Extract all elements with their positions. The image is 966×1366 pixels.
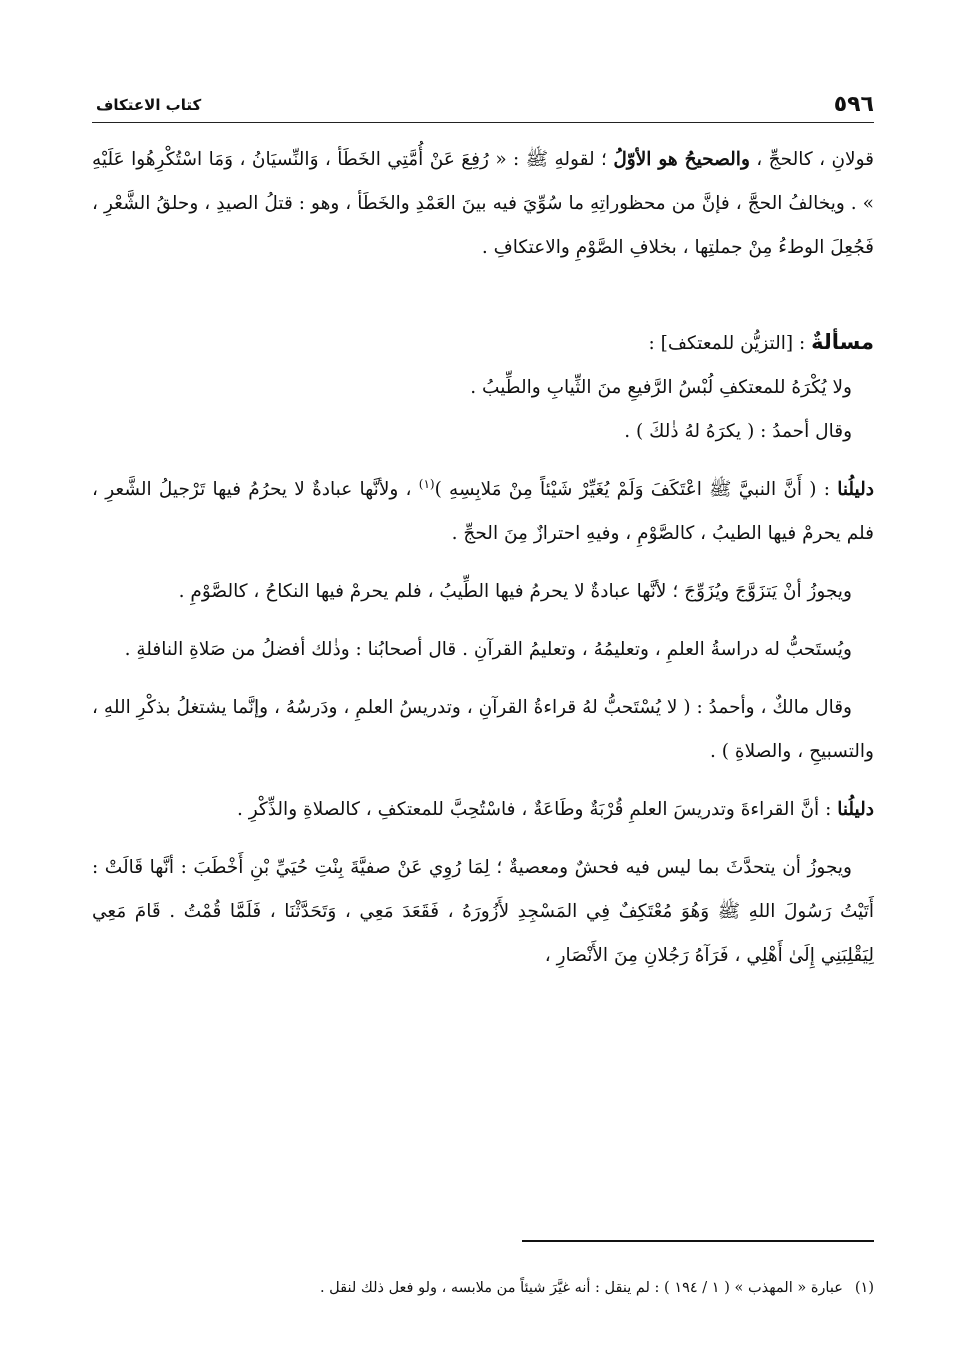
preferred-opinion-phrase: والصحيحُ هو الأوّلُ <box>613 149 750 170</box>
evidence-label: دليلُنا <box>837 479 875 500</box>
paragraph-8-text: : أنَّ القراءةَ وتدريسَ العلمِ قُرْبَةٌ وطَاعَةٌ ، فاسْتُحِبَّ للمعتكفِ ، كالصلاةِ والذِّكْرِ . <box>236 799 838 820</box>
paragraph-5: ويجوزُ أنْ يَتزَوَّجَ ويُزَوِّجَ ؛ لأنَّها عبادةٌ لا يحرمُ فيها الطِّيبُ ، فلم يحرمْ فيها النكاحُ ، كالصَّوْمِ . <box>178 581 852 602</box>
page-header <box>92 92 874 123</box>
running-title: كتاب الاعتكاف <box>96 96 202 114</box>
paragraph-1 <box>92 138 874 270</box>
paragraph-2: ولا يُكْرَهُ للمعتكفِ لُبْسُ الرَّفيعِ منَ الثِّيابِ والطِّيبُ . <box>470 377 852 398</box>
paragraph-1-part-a: قولانِ ، كالحجِّ ، <box>749 149 874 170</box>
paragraph-7: وقال مالكٌ ، وأحمدُ : ( لا يُسْتَحبُّ لهُ قراءةُ القرآنِ ، وتدريسُ العلمِ ، ودَرسُهُ ، وإنَّما يشتغلُ بذكْرِ اللهِ ، والتسبيحِ ، والصلاةِ ) . <box>92 697 874 762</box>
footnote-number: (١) <box>854 1280 874 1296</box>
footnote-text: عبارة « المهذب » ( ١ / ١٩٤ ) : لم ينقل : أنه غيَّرَ شيئاً من ملابسه ، ولو فعل ذلك لنقل . <box>319 1280 843 1296</box>
paragraph-3: وقال أحمدُ : ( يكرَهُ لهُ ذٰلكَ ) . <box>624 421 852 442</box>
masala-label: مسألةٌ <box>811 330 874 354</box>
page-number: ٥٩٦ <box>833 92 874 117</box>
masala-heading <box>92 320 874 366</box>
footnote-reference: (١) <box>418 476 435 491</box>
paragraph-4-part-b: ، ولأنَّها عبادةٌ لا يحرُمُ فيها تَرْجيلُ الشَّعرِ ، فلم يحرمْ فيها الطيبُ ، كالصَّوْمِ ، وفيهِ احترازٌ مِنَ الحجِّ . <box>92 479 874 544</box>
evidence-label: دليلُنا <box>837 799 874 820</box>
masala-title: : [التزيُّن للمعتكف] : <box>648 333 812 354</box>
paragraph-1-part-c: ؛ لقولهِ ﷺ : « رُفِعَ عَنْ أُمَّتِي الخَطَأ ، وَالنِّسيَانُ ، وَمَا اسْتُكْرِهُوا عَلَيْهِ » . ويخالفُ الحجَّ ، فإنَّ من محظوراتِهِ ما سُوِّيَ فيه بينَ العَمْدِ والخَطَأ ، وهو : قتلُ الصيدِ ، وحلقُ الشَّعْرِ ، فَجُعِلَ الوطءُ مِنْ جملتِها ، بخلافِ الصَّوْمِ والاعتكافِ . <box>92 149 874 258</box>
page-body <box>92 138 874 978</box>
paragraph-6: ويُستَحبُّ له دراسةُ العلمِ ، وتعليمُهُ ، وتعليمُ القرآنِ . قال أصحابُنا : وذٰلك أفضلُ من صَلاةِ النافلةِ . <box>124 639 852 660</box>
paragraph-4 <box>92 468 874 556</box>
footnote-divider <box>522 1240 874 1242</box>
footnote <box>92 1276 874 1300</box>
paragraph-8 <box>92 788 874 832</box>
paragraph-4-part-a: : ( أَنَّ النبيَّ ﷺ اعْتَكَفَ وَلَمْ يُغَيِّرْ شَيْئاً مِنْ مَلابِسِهِ ) <box>434 479 838 500</box>
paragraph-9: ويجوزُ أن يتحدَّثَ بما ليس فيه فحشٌ ومعصيةٌ ؛ لِمَا رُوِي عَنْ صفيَّةَ بِنْتِ حُيَيِّ بْنِ أَخْطَبَ : أنَّها قَالَتْ : أَتَيْتُ رَسُولَ اللهِ ﷺ وَهُوَ مُعْتَكِفٌ فِي المَسْجِدِ لأَزُورَهُ ، فَقَعَدَ مَعِي ، وَتَحَدَّثْنَا ، فَلَمَّا قُمْتُ . قَامَ مَعِي لِيَقْلِبَنِي إِلَىٰ أَهْلِي ، فَرَآهُ رَجُلانِ مِنَ الأَنْصَارِ ، <box>92 857 874 966</box>
